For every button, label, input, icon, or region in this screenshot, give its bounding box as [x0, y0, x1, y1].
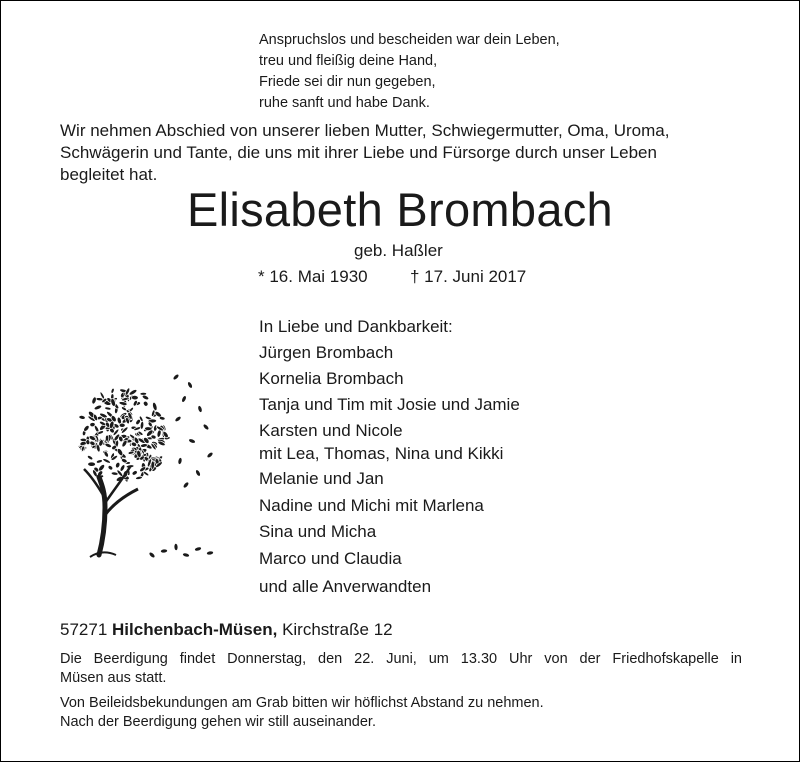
- mourner-item: Karsten und Nicole: [259, 421, 403, 440]
- funeral-line: Die Beerdigung findet Donnerstag, den 22. Juni, um 13.30 Uhr von der Friedhofskapelle in: [60, 651, 742, 667]
- mourner-item: und alle Anverwandten: [259, 577, 432, 596]
- poem-line: ruhe sanft und habe Dank.: [259, 95, 430, 111]
- intro-paragraph: [60, 120, 750, 186]
- funeral-notice: [60, 650, 742, 688]
- poem: [259, 30, 560, 114]
- mourners-list: [259, 314, 520, 601]
- mourners-heading: In Liebe und Dankbarkeit:: [259, 317, 453, 336]
- mourner-item: Jürgen Brombach: [259, 343, 394, 362]
- closing-line: Nach der Beerdigung gehen wir still auseinander.: [60, 714, 376, 730]
- mourner-item: Kornelia Brombach: [259, 369, 404, 388]
- address: [60, 619, 393, 641]
- closing-notes: [60, 694, 544, 732]
- intro-line: begleitet hat.: [60, 165, 158, 184]
- intro-line: Wir nehmen Abschied von unserer lieben Mutter, Schwiegermutter, Oma, Uroma,: [60, 121, 670, 140]
- poem-line: Anspruchslos und bescheiden war dein Leben,: [259, 32, 560, 48]
- poem-line: Friede sei dir nun gegeben,: [259, 74, 436, 90]
- poem-line: treu und fleißig deine Hand,: [259, 53, 438, 69]
- funeral-line: Müsen aus statt.: [60, 670, 167, 686]
- closing-line: Von Beileidsbekundungen am Grab bitten wir höflichst Abstand zu nehmen.: [60, 695, 544, 711]
- mourner-item: Marco und Claudia: [259, 549, 402, 568]
- intro-line: Schwägerin und Tante, die uns mit ihrer Liebe und Fürsorge durch unser Leben: [60, 143, 657, 162]
- mourner-item: Sina und Micha: [259, 522, 377, 541]
- mourner-item: Melanie und Jan: [259, 469, 384, 488]
- mourner-item: mit Lea, Thomas, Nina und Kikki: [259, 444, 504, 463]
- birth-date: * 16. Mai 1930: [258, 267, 368, 286]
- mourner-item: Nadine und Michi mit Marlena: [259, 496, 484, 515]
- address-street: Kirchstraße 12: [282, 620, 393, 639]
- deceased-name: Elisabeth Brombach: [186, 183, 613, 236]
- address-zip: 57271: [60, 620, 108, 639]
- address-city: Hilchenbach-Müsen,: [112, 620, 278, 639]
- death-date: † 17. Juni 2017: [410, 267, 527, 286]
- mourner-item: Tanja und Tim mit Josie und Jamie: [259, 395, 520, 414]
- maiden-name: geb. Haßler: [354, 241, 443, 260]
- tree-in-wind-icon: [72, 365, 222, 565]
